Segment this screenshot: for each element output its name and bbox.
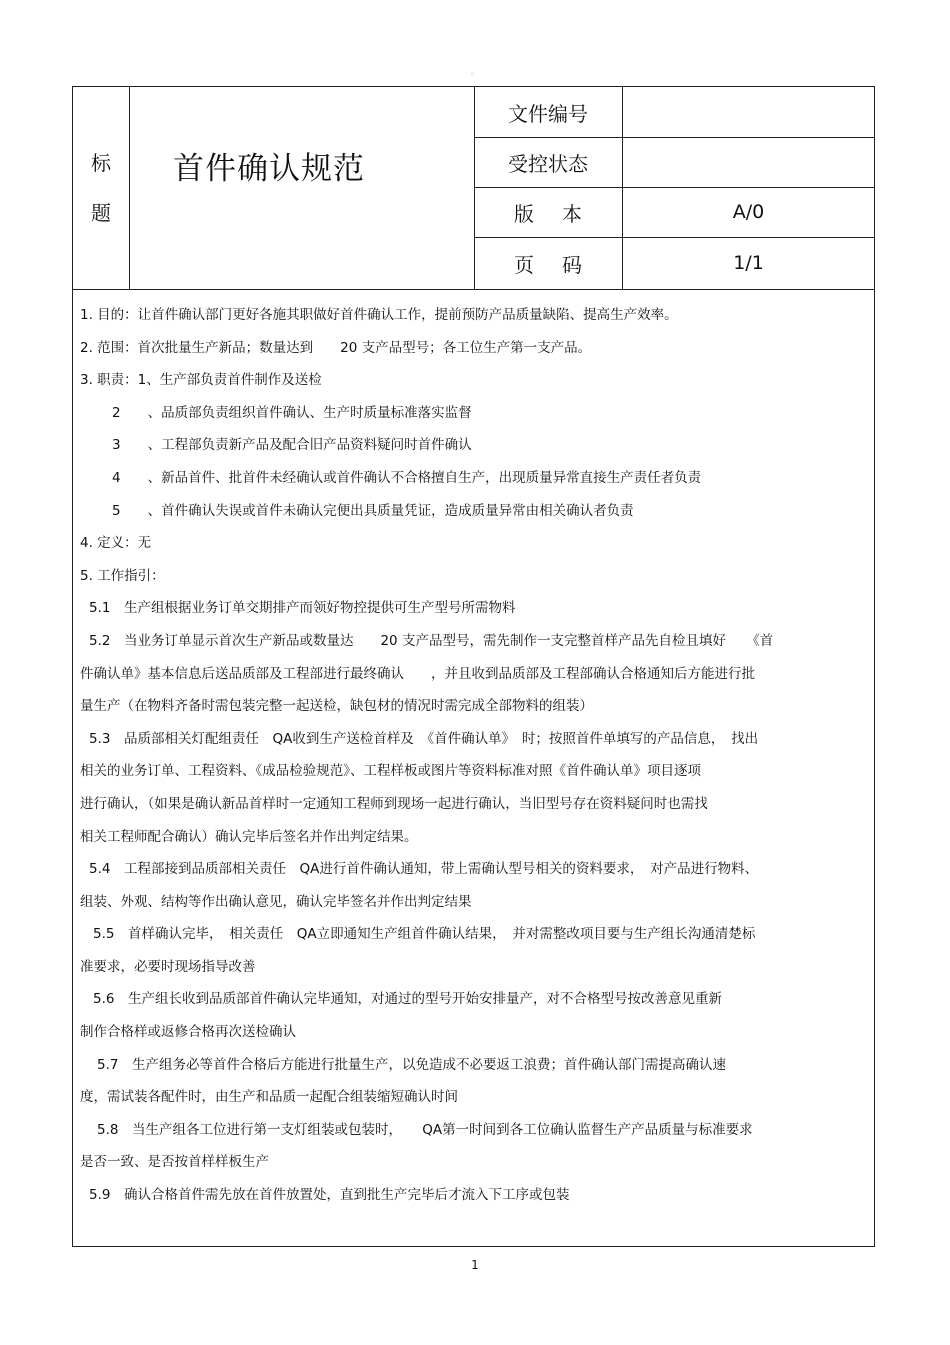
- body-line: 组装、外观、结构等作出确认意见，确认完毕签名并作出判定结果: [80, 893, 472, 910]
- label-char: 标: [91, 151, 111, 175]
- body-line: 5. 工作指引：: [80, 567, 165, 584]
- document-title: 首件确认规范: [173, 151, 365, 187]
- header-table: [73, 87, 874, 290]
- body-line: 5.2 当业务订单显示首次生产新品或数量达 20 支产品型号，需先制作一支完整首样产品先自检且填好 《首: [89, 632, 774, 649]
- body-line: 5.1 生产组根据业务订单交期排产而领好物控提供可生产型号所需物料: [89, 600, 516, 617]
- page-number: 1: [471, 1258, 479, 1272]
- body-line: 是否一致、是否按首样样板生产: [80, 1154, 269, 1171]
- body-line: 4. 定义：无: [80, 535, 152, 552]
- meta-key: [474, 237, 623, 289]
- body-line: 3. 职责：1、生产部负责首件制作及送检: [80, 372, 322, 389]
- body-line: 5.9 确认合格首件需先放在首件放置处，直到批生产完毕后才流入下工序或包装: [89, 1187, 570, 1204]
- meta-row-doc-number: [474, 87, 874, 138]
- body-line: 相关的业务订单、工程资料、《成品检验规范》、工程样板或图片等资料标准对照《首件确认单》项目逐项: [80, 763, 701, 780]
- meta-key-text: 版本: [514, 201, 610, 226]
- body-line: 5.3 品质部相关灯配组责任 QA收到生产送检首样及 《首件确认单》 时；按照首件单填写的产品信息， 找出: [89, 730, 759, 747]
- body-content: [80, 299, 870, 1212]
- meta-value: 1/1: [733, 252, 764, 274]
- body-line: 度，需试装各配件时，由生产和品质一起配合组装缩短确认时间: [80, 1089, 458, 1106]
- meta-row-control-status: [474, 137, 874, 188]
- meta-value: [623, 137, 874, 187]
- meta-value: [623, 87, 874, 137]
- body-line: 5 、首件确认失误或首件未确认完便出具质量凭证，造成质量异常由相关确认者负责: [112, 502, 634, 519]
- body-line: 制作合格样或返修合格再次送检确认: [80, 1024, 296, 1041]
- body-line: 进行确认，（如果是确认新品首样时一定通知工程师到现场一起进行确认，当旧型号存在资料疑问时也需找: [80, 795, 708, 812]
- body-line: 准要求，必要时现场指导改善: [80, 958, 256, 975]
- body-line: 5.8 当生产组各工位进行第一支灯组装或包装时， QA第一时间到各工位确认监督生产产品质量与标准要求: [97, 1121, 753, 1138]
- body-line: 件确认单》基本信息后送品质部及工程部进行最终确认 ，并且收到品质部及工程部确认合格通知后方能进行批: [80, 665, 755, 682]
- meta-key: [474, 187, 623, 237]
- body-line: 相关工程师配合确认）确认完毕后签名并作出判定结果。: [80, 828, 418, 845]
- title-column: [129, 87, 475, 289]
- meta-table: [474, 87, 874, 289]
- body-line: 2 、品质部负责组织首件确认、生产时质量标准落实监督: [112, 404, 472, 421]
- body-line: 5.4 工程部接到品质部相关责任 QA进行首件确认通知，带上需确认型号相关的资料要求， 对产品进行物料、: [89, 861, 759, 878]
- body-line: 5.7 生产组务必等首件合格后方能进行批量生产，以免造成不必要返工浪费；首件确认部门需提高确认速: [97, 1056, 726, 1073]
- label-char: 题: [91, 201, 111, 225]
- body-line: 5.6 生产组长收到品质部首件确认完毕通知，对通过的型号开始安排量产，对不合格型号按改善意见重新: [93, 991, 722, 1008]
- top-mark: ◦: [470, 70, 475, 79]
- body-line: 4 、新品首件、批首件未经确认或首件确认不合格擅自生产，出现质量异常直接生产责任者负责: [112, 469, 702, 486]
- body-line: 2. 范围：首次批量生产新品；数量达到 20 支产品型号；各工位生产第一支产品。: [80, 339, 592, 356]
- body-line: 3 、工程部负责新产品及配合旧产品资料疑问时首件确认: [112, 437, 472, 454]
- meta-key: 文件编号: [474, 87, 623, 137]
- body-line: 5.5 首样确认完毕， 相关责任 QA立即通知生产组首件确认结果， 并对需整改项目要与生产组长沟通清楚标: [93, 926, 756, 943]
- body-line: 1. 目的：让首件确认部门更好各施其职做好首件确认工作，提前预防产品质量缺陷、提高生产效率。: [80, 307, 678, 323]
- label-column: [73, 87, 130, 289]
- meta-key: 受控状态: [474, 137, 623, 187]
- document-frame: [72, 86, 875, 1247]
- meta-value: A/0: [732, 201, 765, 223]
- body-line: 量生产（在物料齐备时需包装完整一起送检，缺包材的情况时需完成全部物料的组装）: [80, 698, 593, 715]
- meta-key-text: 页码: [514, 252, 610, 277]
- meta-row-version: [474, 187, 874, 238]
- meta-row-page: [474, 237, 874, 289]
